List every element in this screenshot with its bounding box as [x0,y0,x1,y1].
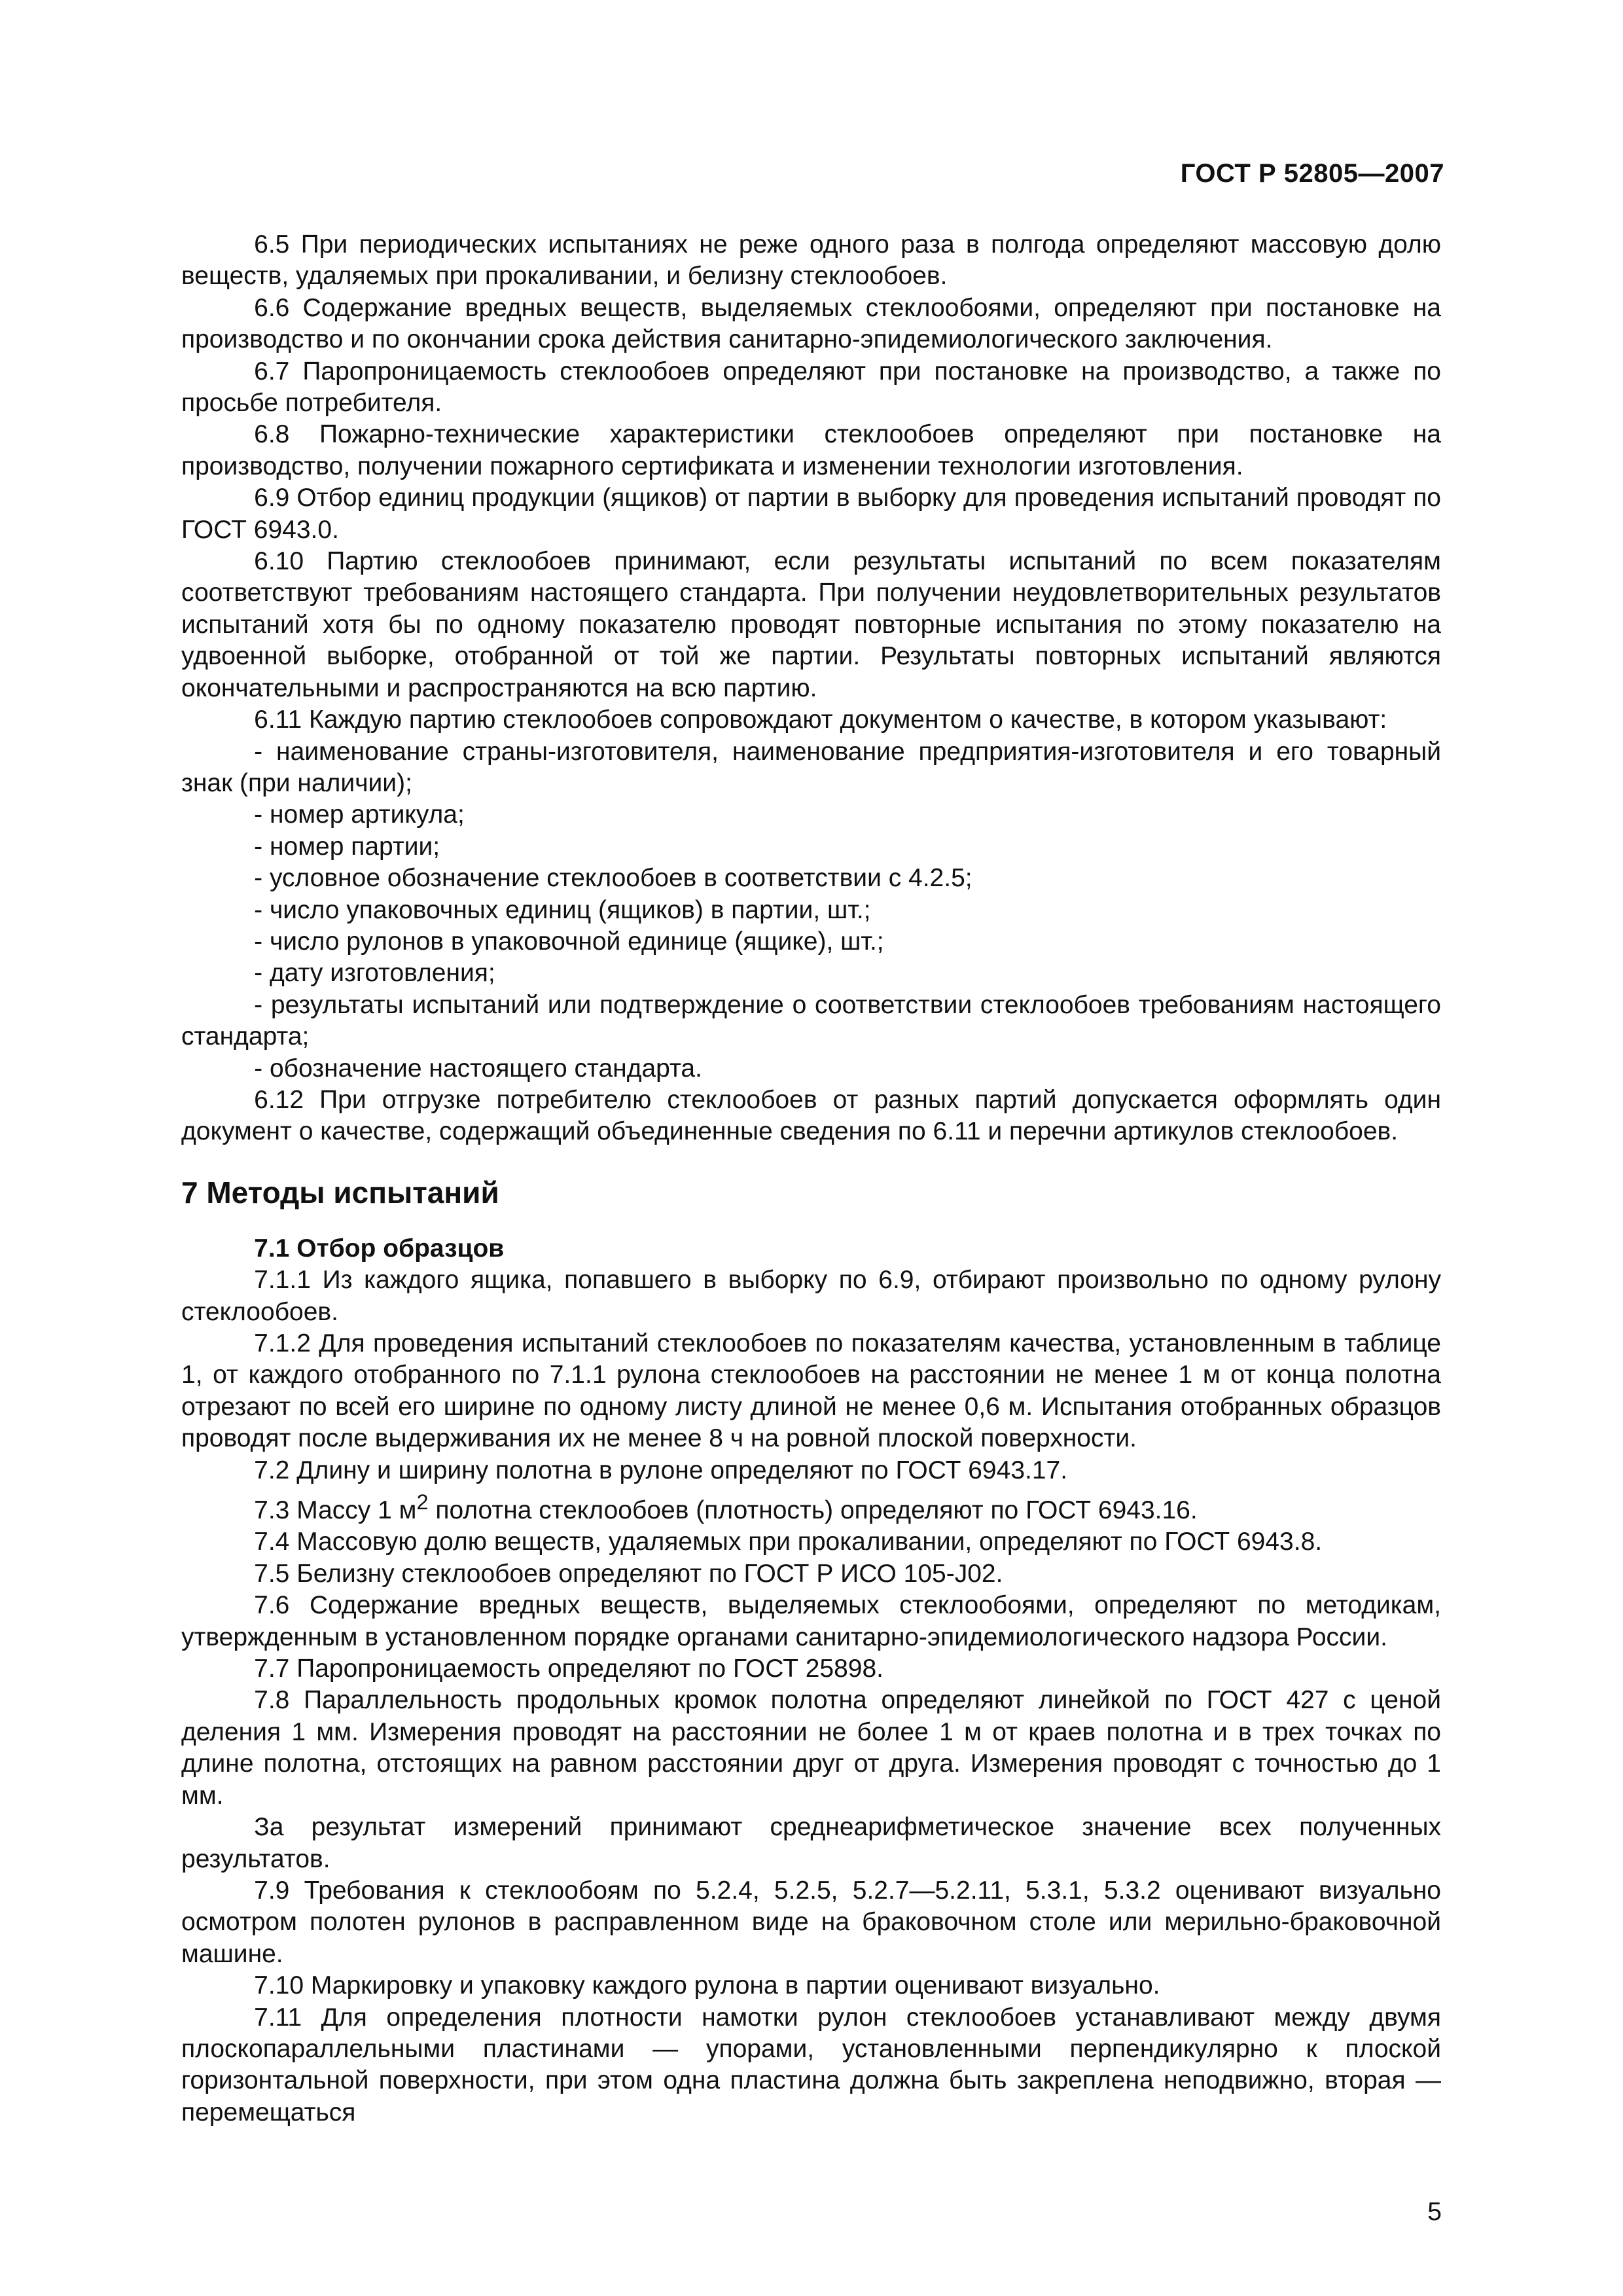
list-item: - число рулонов в упаковочной единице (ящике), шт.; [254,927,884,956]
document-header: ГОСТ Р 52805—2007 [1180,159,1444,188]
list-item: - номер партии; [254,832,440,861]
paragraph-6-12: 6.12 При отгрузке потребителю стеклообоев от разных партий допускается оформлять один документ о качестве, содержащий объединенные сведения по 6.11 и перечни артикулов стеклообоев. [181,1085,1441,1146]
paragraph-7-1-1: 7.1.1 Из каждого ящика, попавшего в выборку по 6.9, отбирают произвольно по одному рулону стеклообоев. [181,1266,1441,1326]
paragraph-7-5: 7.5 Белизну стеклообоев определяют по ГОСТ Р ИСО 105-J02. [254,1559,1003,1588]
paragraph-7-8: 7.8 Параллельность продольных кромок полотна определяют линейкой по ГОСТ 427 с ценой деления 1 мм. Измерения проводят на расстоянии не более 1 м от краев полотна и в трех точках по длине полотна, отстоящих на равном расстоянии друг от друга. Измерения проводят с точностью до 1 мм. [181,1686,1441,1810]
paragraph-7-10: 7.10 Маркировку и упаковку каждого рулона в партии оценивают визуально. [254,1971,1160,2000]
list-item: - обозначение настоящего стандарта. [254,1054,702,1083]
paragraph-6-5: 6.5 При периодических испытаниях не реже одного раза в полгода определяют массовую долю веществ, удаляемых при прокаливании, и белизну стеклообоев. [181,230,1441,291]
superscript: 2 [416,1490,429,1515]
paragraph-7-9: 7.9 Требования к стеклообоям по 5.2.4, 5.2.5, 5.2.7—5.2.11, 5.3.1, 5.3.2 оценивают визуально осмотром полотен рулонов в расправленном виде на браковочном столе или мерильно-браковочной машине. [181,1876,1441,1968]
paragraph-7-7: 7.7 Паропроницаемость определяют по ГОСТ 25898. [254,1655,884,1683]
section-heading: 7 Методы испытаний [181,1175,499,1210]
paragraph-7-3 [181,1486,1441,1526]
list-item: - наименование страны-изготовителя, наименование предприятия-изготовителя и его товарный знак (при наличии); [181,737,1441,797]
paragraph-6-6: 6.6 Содержание вредных веществ, выделяемых стеклообоями, определяют при постановке на производство и по окончании срока действия санитарно-эпидемиологического заключения. [181,293,1441,354]
subsection-heading: 7.1 Отбор образцов [254,1234,505,1263]
list-item: - номер артикула; [254,800,465,829]
document-body [181,229,1441,2128]
list-item: - число упаковочных единиц (ящиков) в партии, шт.; [254,895,871,924]
paragraph-7-8-result: За результат измерений принимают среднеарифметическое значение всех полученных результатов. [181,1813,1441,1873]
paragraph-7-2: 7.2 Длину и ширину полотна в рулоне определяют по ГОСТ 6943.17. [254,1456,1068,1484]
paragraph-6-11: 6.11 Каждую партию стеклообоев сопровождают документом о качестве, в котором указывают: [254,706,1387,734]
list-item: - условное обозначение стеклообоев в соответствии с 4.2.5; [254,864,972,893]
paragraph-7-6: 7.6 Содержание вредных веществ, выделяемых стеклообоями, определяют по методикам, утвержденным в установленном порядке органами санитарно-эпидемиологического надзора России. [181,1591,1441,1651]
paragraph-7-4: 7.4 Массовую долю веществ, удаляемых при прокаливании, определяют по ГОСТ 6943.8. [254,1528,1323,1556]
paragraph-6-7: 6.7 Паропроницаемость стеклообоев определяют при постановке на производство, а также по просьбе потребителя. [181,357,1441,418]
paragraph-7-3-end: полотна стеклообоев (плотность) определяют по ГОСТ 6943.16. [428,1496,1198,1525]
paragraph-7-1-2: 7.1.2 Для проведения испытаний стеклообоев по показателям качества, установленным в таблице 1, от каждого отобранного по 7.1.1 рулона стеклообоев на расстоянии не менее 1 м от конца полотна отрезают по всей его ширине по одному листу длиной не менее 0,6 м. Испытания отобранных образцов проводят после выдерживания их не менее 8 ч на ровной плоской поверхности. [181,1329,1441,1453]
list-item: - дату изготовления; [254,959,495,988]
page-number: 5 [1427,2198,1442,2226]
paragraph-6-8: 6.8 Пожарно-технические характеристики стеклообоев определяют при постановке на производство, получении пожарного сертификата и изменении технологии изготовления. [181,420,1441,480]
paragraph-6-10: 6.10 Партию стеклообоев принимают, если результаты испытаний по всем показателям соответствуют требованиям настоящего стандарта. При получении неудовлетворительных результатов испытаний хотя бы по одному показателю проводят повторные испытания по этому показателю на удвоенной выборке, отобранной от той же партии. Результаты повторных испытаний являются окончательными и распространяются на всю партию. [181,547,1441,702]
paragraph-7-3-start: 7.3 Массу 1 м [254,1496,417,1525]
paragraph-6-9: 6.9 Отбор единиц продукции (ящиков) от партии в выборку для проведения испытаний проводят по ГОСТ 6943.0. [181,484,1441,544]
list-item: - результаты испытаний или подтверждение о соответствии стеклообоев требованиям настоящего стандарта; [181,990,1441,1051]
paragraph-7-11: 7.11 Для определения плотности намотки рулон стеклообоев устанавливают между двумя плоскопараллельными пластинами — упорами, установленными перпендикулярно к плоской горизонтальной поверхности, при этом одна пластина должна быть закреплена неподвижно, вторая — перемещаться [181,2003,1441,2126]
